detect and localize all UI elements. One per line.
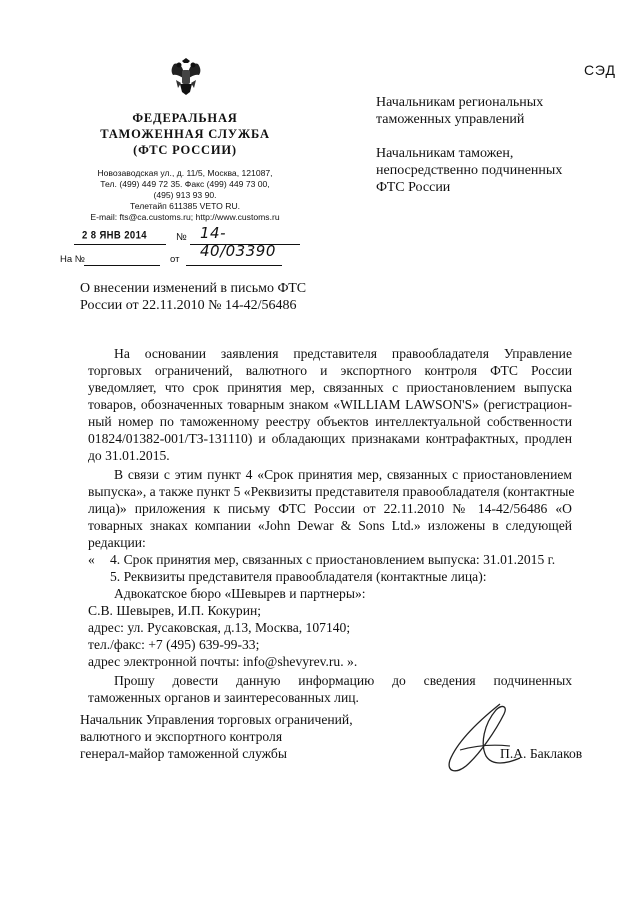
- contact-line: (495) 913 93 90.: [153, 190, 217, 200]
- contact-detail: Адвокатское бюро «Шевырев и партнеры»:: [114, 586, 366, 601]
- org-name-line-2: ТАМОЖЕННАЯ СЛУЖБА: [100, 127, 270, 141]
- registration-date: 2 8 ЯНВ 2014: [82, 229, 147, 242]
- addressee-line: Начальникам региональных: [376, 95, 544, 110]
- body-line: лица)» приложения к письму ФТС России от 22.11.2010 № 14-42/56486 «О: [88, 501, 572, 516]
- signatory-title-line: генерал-майор таможенной службы: [80, 746, 287, 761]
- contact-detail: адрес электронной почты: info@shevyrev.ru. ».: [88, 654, 358, 669]
- body-line: 01824/01382-001/ТЗ-131110) и обладающих признаками контрафактных, продлен: [88, 431, 572, 446]
- coat-of-arms-emblem: [168, 58, 204, 98]
- reference-date-label: от: [170, 254, 180, 265]
- subject-line: О внесении изменений в письмо ФТС: [80, 281, 307, 296]
- registration-number: 14-40/03390: [200, 224, 276, 260]
- contact-line: Новозаводская ул., д. 11/5, Москва, 121087,: [97, 168, 273, 178]
- body-line: уведомляет, что срок принятия мер, связанных с приостановлением выпуска: [88, 380, 572, 395]
- handwritten-signature: [440, 700, 530, 780]
- reference-date-underline: [186, 265, 282, 266]
- body-line: до 31.01.2015.: [88, 448, 170, 463]
- subject-line: России от 22.11.2010 № 14-42/56486: [80, 298, 297, 313]
- number-label: №: [176, 232, 187, 243]
- body-line: На основании заявления представителя правообладателя Управление: [114, 346, 572, 361]
- addressee-line: Начальникам таможен,: [376, 146, 514, 161]
- signatory-title-line: валютного и экспортного контроля: [80, 729, 283, 744]
- addressee-line: таможенных управлений: [376, 112, 525, 127]
- body-line: В связи с этим пункт 4 «Срок принятия мер, связанных с приостановлением: [114, 467, 572, 482]
- contact-detail: С.В. Шевырев, И.П. Кокурин;: [88, 603, 262, 618]
- addressee-line: ФТС России: [376, 180, 451, 195]
- reference-number-underline: [84, 265, 160, 266]
- document-mark: СЭД: [583, 62, 616, 78]
- quote-open: «: [88, 552, 95, 567]
- org-name-line-3: (ФТС РОССИИ): [133, 143, 237, 157]
- signatory-name: П.А. Баклаков: [500, 746, 583, 761]
- contact-line: Тел. (499) 449 72 35. Факс (499) 449 73 00,: [100, 179, 270, 189]
- body-line: Прошу довести данную информацию до сведения подчиненных: [114, 673, 572, 688]
- signatory-title-line: Начальник Управления торговых ограничений,: [80, 712, 353, 727]
- body-line: выпуска», а также пункт 5 «Реквизиты представителя правообладателя (контактные: [88, 484, 575, 499]
- body-line: торговых ограничений, валютного и экспортного контроля ФТС России: [88, 363, 572, 378]
- body-line: товаров, обозначенных товарным знаком «WILLIAM LAWSON'S» (регистрацион-: [88, 397, 572, 412]
- reference-row: [60, 254, 300, 268]
- item-5: 5. Реквизиты представителя правообладателя (контактные лица):: [110, 569, 487, 584]
- reference-number-label: На №: [60, 254, 85, 265]
- contact-line: E-mail: fts@ca.customs.ru; http://www.customs.ru: [90, 212, 280, 222]
- body-line: товарных знаках компании «John Dewar & Sons Ltd.» изложены в следующей: [88, 518, 572, 533]
- addressee-line: непосредственно подчиненных: [376, 163, 563, 178]
- body-line: редакции:: [88, 535, 146, 550]
- body-line: таможенных органов и заинтересованных лиц.: [88, 690, 359, 705]
- date-underline: [74, 244, 166, 245]
- contact-line: Телетайп 611385 VETO RU.: [129, 201, 241, 211]
- item-4: 4. Срок принятия мер, связанных с приостановлением выпуска: 31.01.2015 г.: [110, 552, 556, 567]
- body-line: ный номер по таможенному реестру объектов интеллектуальной собственности: [88, 414, 572, 429]
- contact-detail: тел./факс: +7 (495) 639-99-33;: [88, 637, 260, 652]
- org-name-line-1: ФЕДЕРАЛЬНАЯ: [132, 111, 238, 125]
- contact-detail: адрес: ул. Русаковская, д.13, Москва, 107140;: [88, 620, 351, 635]
